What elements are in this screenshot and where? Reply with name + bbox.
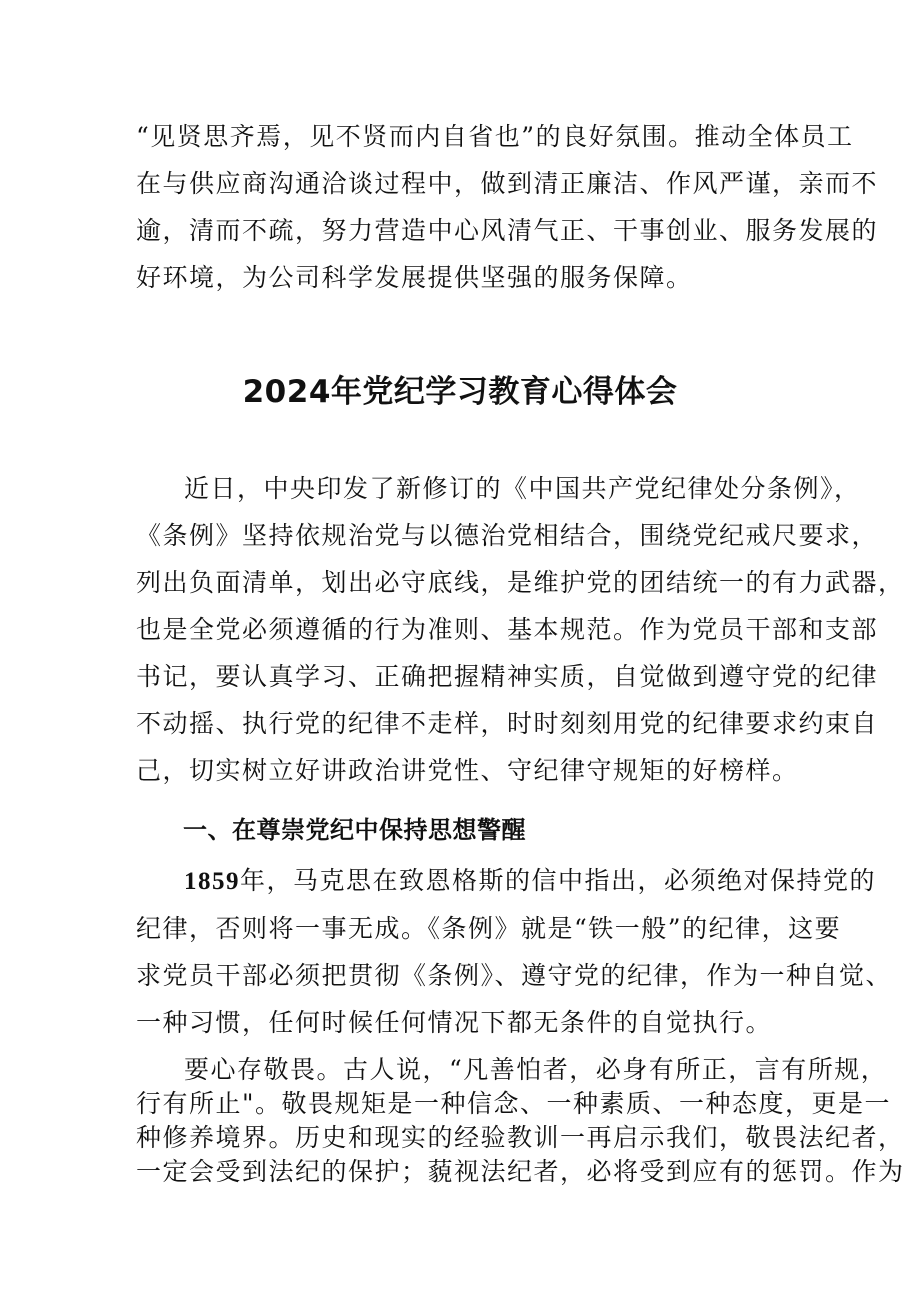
- year-number: 1859: [184, 868, 240, 895]
- top-paragraph: [136, 113, 878, 301]
- text-line: 行有所止"。敬畏规矩是一种信念、一种素质、一种态度，更是一: [136, 1089, 892, 1118]
- intro-paragraph: [136, 465, 905, 794]
- text-line: 好环境，为公司科学发展提供坚强的服务保障。: [136, 263, 693, 292]
- text-line: [136, 857, 892, 905]
- text-line: 一种习惯，任何时候任何情况下都无条件的自觉执行。: [136, 1008, 773, 1037]
- section1-paragraph: [136, 857, 892, 1046]
- text-fragment: 年，马克思在致恩格斯的信中指出，必须绝对保持党的: [240, 866, 877, 895]
- text-line: 不动摇、执行党的纪律不走样，时时刻刻用党的纪律要求约束自: [136, 709, 879, 738]
- text-line: 种修养境界。历史和现实的经验教训一再启示我们，敬畏法纪者，: [136, 1123, 905, 1152]
- text-line: 一定会受到法纪的保护；藐视法纪者，必将受到应有的惩罚。作为: [136, 1157, 905, 1186]
- document-title: 2024年党纪学习教育心得体会: [242, 374, 678, 410]
- text-line: “见贤思齐焉，见不贤而内自省也”的良好氛围。推动全体员工: [136, 122, 854, 151]
- text-line: 《条例》坚持依规治党与以德治党相结合，围绕党纪戒尺要求，: [136, 521, 879, 550]
- text-line: 逾，清而不疏，努力营造中心风清气正、干事创业、服务发展的: [136, 216, 879, 245]
- text-line: 近日，中央印发了新修订的《中国共产党纪律处分条例》，: [184, 474, 861, 503]
- respect-paragraph: [136, 1053, 905, 1189]
- text-line: 也是全党必须遵循的行为准则、基本规范。作为党员干部和支部: [136, 615, 879, 644]
- text-line: 在与供应商沟通洽谈过程中，做到清正廉洁、作风严谨，亲而不: [136, 169, 879, 198]
- text-line: 求党员干部必须把贯彻《条例》、遵守党的纪律，作为一种自觉、: [136, 961, 893, 990]
- text-line: 列出负面清单，划出必守底线，是维护党的团结统一的有力武器，: [136, 568, 905, 597]
- text-line: 己，切实树立好讲政治讲党性、守纪律守规矩的好榜样。: [136, 756, 799, 785]
- text-line: 纪律，否则将一事无成。《条例》就是“铁一般”的纪律，这要: [136, 914, 842, 943]
- text-line: 要心存敬畏。古人说，“凡善怕者，必身有所正，言有所规，: [184, 1055, 888, 1084]
- text-line: 书记，要认真学习、正确把握精神实质，自觉做到遵守党的纪律: [136, 662, 879, 691]
- section-heading: 一、在尊崇党纪中保持思想警醒: [183, 816, 526, 844]
